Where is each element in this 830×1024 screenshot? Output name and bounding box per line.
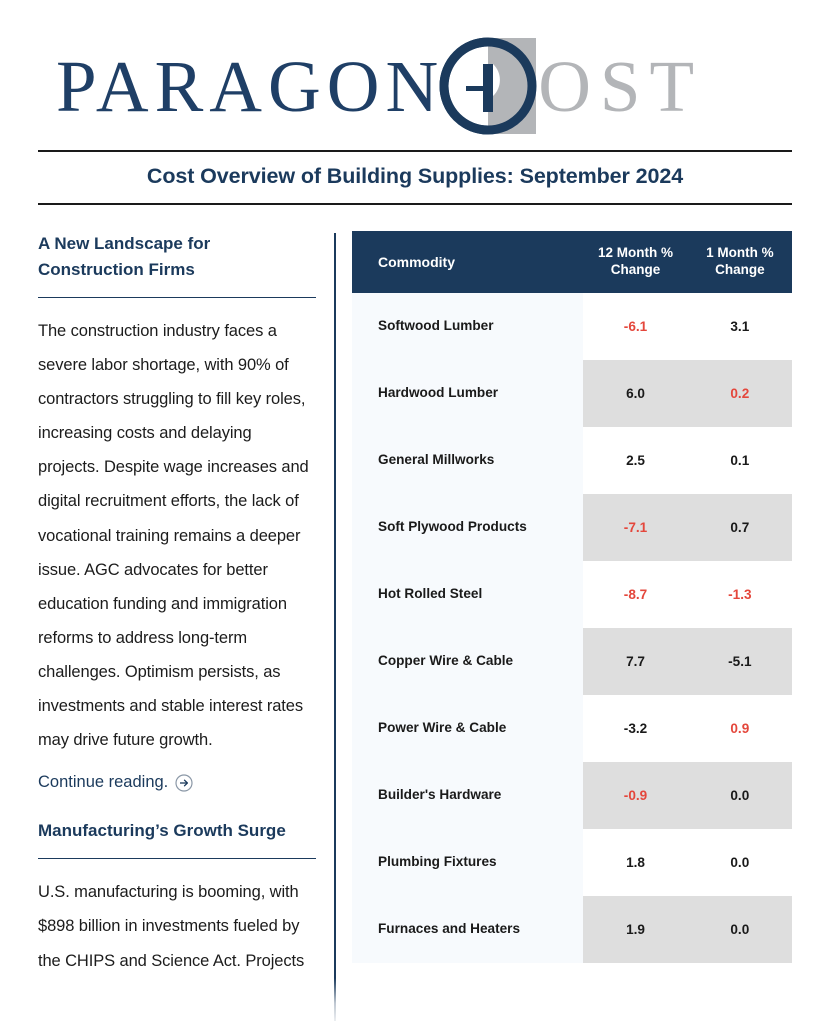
continue-reading-label: Continue reading. bbox=[38, 773, 169, 792]
table-row bbox=[352, 561, 792, 628]
cell-1-month-change: 0.1 bbox=[688, 427, 792, 494]
table-row bbox=[352, 360, 792, 427]
page-title: Cost Overview of Building Supplies: September 2024 bbox=[146, 164, 684, 188]
cell-12-month-change: -0.9 bbox=[583, 762, 687, 829]
table-row bbox=[352, 695, 792, 762]
brand-logo[interactable] bbox=[56, 38, 703, 134]
content-columns bbox=[0, 231, 830, 1021]
article-2-heading: Manufacturing’s Growth Surge bbox=[38, 821, 286, 841]
brand-word-paragon: PARAGON bbox=[56, 45, 445, 127]
article-1-body: The construction industry faces a severe labor shortage, with 90% of contractors struggling to fill key roles, increasing costs and delaying projects. Despite wage increases and digital recruitment efforts, the lack of vocational training remains a deeper issue. AGC advocates for better education funding and immigration reforms to address long-term challenges. Optimism persists, as investments and stable interest rates may drive future growth. bbox=[38, 321, 309, 750]
cell-commodity-name: Copper Wire & Cable bbox=[352, 628, 583, 695]
cell-1-month-change: 0.2 bbox=[688, 360, 792, 427]
cell-commodity-name: Hardwood Lumber bbox=[352, 360, 583, 427]
cell-commodity-name: Furnaces and Heaters bbox=[352, 896, 583, 963]
cell-commodity-name: Hot Rolled Steel bbox=[352, 561, 583, 628]
cell-1-month-change: 0.9 bbox=[688, 695, 792, 762]
table-row bbox=[352, 628, 792, 695]
column-header-1-month-line2: Change bbox=[715, 261, 765, 277]
cell-12-month-change: 6.0 bbox=[583, 360, 687, 427]
brand-word-post: OST bbox=[538, 45, 704, 127]
article-2-body: U.S. manufacturing is booming, with $898 billion in investments fueled by the CHIPS and Science Act. Projects bbox=[38, 883, 305, 970]
article-2 bbox=[38, 818, 316, 977]
article-1-heading: A New Landscape for Construction Firms bbox=[38, 234, 211, 279]
table-row bbox=[352, 829, 792, 896]
table-row bbox=[352, 293, 792, 360]
column-header-1-month-line1: 1 Month % bbox=[706, 245, 774, 260]
cell-1-month-change: -1.3 bbox=[688, 561, 792, 628]
article-1-rule bbox=[38, 297, 316, 298]
cell-1-month-change: -5.1 bbox=[688, 628, 792, 695]
cell-commodity-name: Builder's Hardware bbox=[352, 762, 583, 829]
cell-12-month-change: 1.8 bbox=[583, 829, 687, 896]
cell-1-month-change: 0.0 bbox=[688, 829, 792, 896]
cell-commodity-name: General Millworks bbox=[352, 427, 583, 494]
cell-12-month-change: -7.1 bbox=[583, 494, 687, 561]
commodity-price-table bbox=[352, 231, 792, 963]
commodity-table-column bbox=[336, 231, 830, 1021]
issue-title-band bbox=[38, 150, 792, 205]
articles-column bbox=[0, 231, 334, 1021]
cell-commodity-name: Power Wire & Cable bbox=[352, 695, 583, 762]
column-header-12-month bbox=[583, 231, 687, 293]
article-1 bbox=[38, 231, 316, 792]
arrow-right-circle-icon bbox=[175, 774, 193, 792]
cell-12-month-change: 1.9 bbox=[583, 896, 687, 963]
cell-12-month-change: -6.1 bbox=[583, 293, 687, 360]
table-row bbox=[352, 427, 792, 494]
cell-1-month-change: 3.1 bbox=[688, 293, 792, 360]
cell-1-month-change: 0.0 bbox=[688, 896, 792, 963]
cell-12-month-change: -3.2 bbox=[583, 695, 687, 762]
table-header-row bbox=[352, 231, 792, 293]
table-row bbox=[352, 896, 792, 963]
cell-1-month-change: 0.7 bbox=[688, 494, 792, 561]
column-header-1-month bbox=[688, 231, 792, 293]
table-body bbox=[352, 293, 792, 963]
column-header-12-month-line2: Change bbox=[610, 261, 661, 277]
table-row bbox=[352, 762, 792, 829]
cell-12-month-change: 2.5 bbox=[583, 427, 687, 494]
cell-commodity-name: Plumbing Fixtures bbox=[352, 829, 583, 896]
article-spacer bbox=[38, 792, 316, 818]
article-2-rule bbox=[38, 858, 316, 859]
continue-reading-link[interactable] bbox=[38, 773, 193, 792]
table-row bbox=[352, 494, 792, 561]
cell-1-month-change: 0.0 bbox=[688, 762, 792, 829]
cell-12-month-change: -8.7 bbox=[583, 561, 687, 628]
column-header-commodity: Commodity bbox=[352, 231, 583, 293]
cell-commodity-name: Soft Plywood Products bbox=[352, 494, 583, 561]
table-head bbox=[352, 231, 792, 293]
cell-12-month-change: 7.7 bbox=[583, 628, 687, 695]
cell-commodity-name: Softwood Lumber bbox=[352, 293, 583, 360]
column-header-12-month-line1: 12 Month % bbox=[598, 245, 674, 260]
masthead bbox=[0, 0, 830, 150]
ap-monogram-icon bbox=[436, 34, 540, 138]
